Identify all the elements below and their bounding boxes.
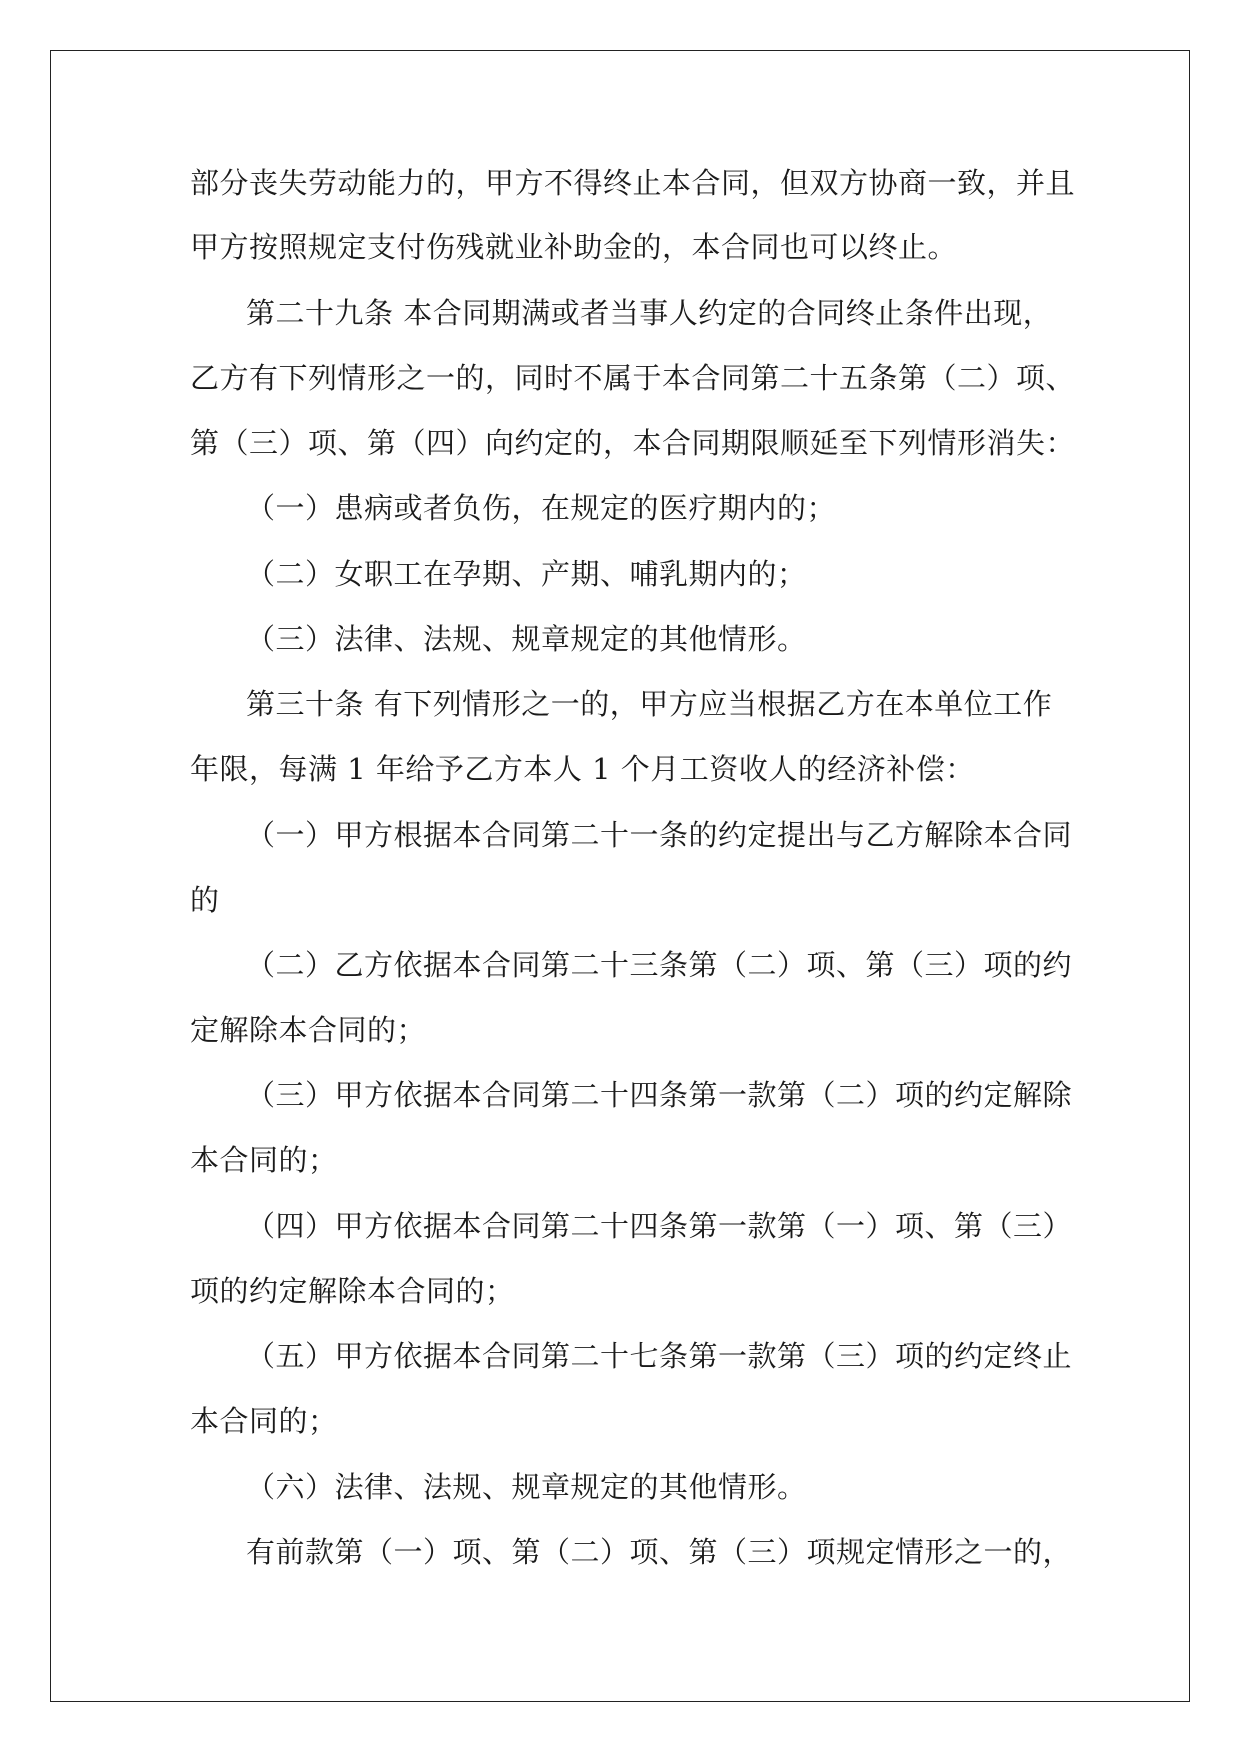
text-line: 有前款第（一）项、第（二）项、第（三）项规定情形之一的， <box>246 1535 1073 1569</box>
text-line: 年限，每满 1 年给予乙方本人 1 个月工资收人的经济补偿： <box>190 752 975 786</box>
list-item: （二）女职工在孕期、产期、哺乳期内的； <box>246 557 807 591</box>
list-item: （六）法律、法规、规章规定的其他情形。 <box>246 1470 807 1504</box>
text-line: 的 <box>190 883 220 917</box>
list-item: （二）乙方依据本合同第二十三条第（二）项、第（三）项的约 <box>246 948 1073 982</box>
text-line: 本合同的； <box>190 1143 338 1177</box>
text-line: 部分丧失劳动能力的，甲方不得终止本合同，但双方协商一致，并且 <box>190 166 1076 200</box>
text-line: 第（三）项、第（四）向约定的，本合同期限顺延至下列情形消失： <box>190 426 1076 460</box>
text-line: 甲方按照规定支付伤残就业补助金的，本合同也可以终止。 <box>190 230 958 264</box>
list-item: （一）患病或者负伤，在规定的医疗期内的； <box>246 491 837 525</box>
text-line: 乙方有下列情形之一的，同时不属于本合同第二十五条第（二）项、 <box>190 361 1076 395</box>
list-item: （四）甲方依据本合同第二十四条第一款第（一）项、第（三） <box>246 1209 1073 1243</box>
article-29-heading: 第二十九条 本合同期满或者当事人约定的合同终止条件出现， <box>246 296 1053 330</box>
text-line: 定解除本合同的； <box>190 1013 427 1047</box>
article-30-heading: 第三十条 有下列情形之一的，甲方应当根据乙方在本单位工作 <box>246 687 1053 721</box>
list-item: （三）法律、法规、规章规定的其他情形。 <box>246 622 807 656</box>
list-item: （一）甲方根据本合同第二十一条的约定提出与乙方解除本合同 <box>246 818 1073 852</box>
text-line: 本合同的； <box>190 1404 338 1438</box>
list-item: （三）甲方依据本合同第二十四条第一款第（二）项的约定解除 <box>246 1078 1073 1112</box>
text-line: 项的约定解除本合同的； <box>190 1274 515 1308</box>
list-item: （五）甲方依据本合同第二十七条第一款第（三）项的约定终止 <box>246 1339 1073 1373</box>
